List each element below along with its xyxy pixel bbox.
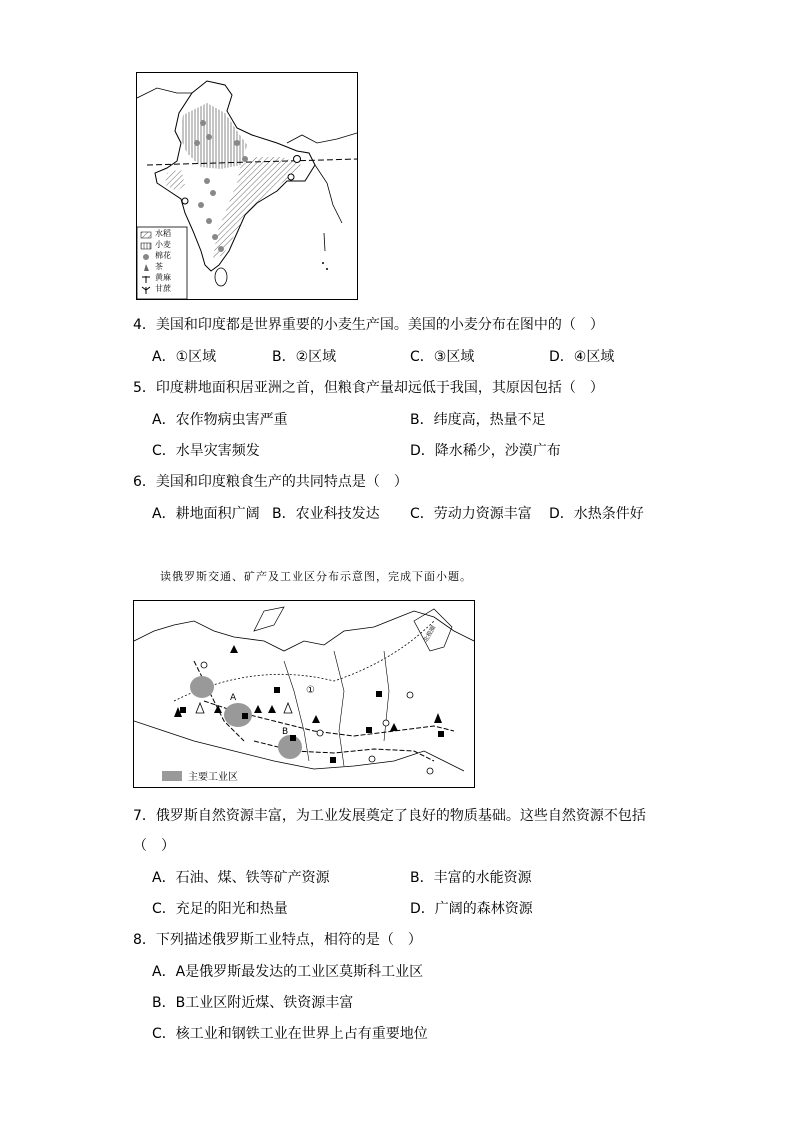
legend-tea: 茶 (155, 262, 163, 271)
legend-sugarcane: 甘蔗 (155, 284, 171, 293)
q8-option-b[interactable]: B．B工业区附近煤、铁资源丰富 (152, 995, 354, 1011)
q8-option-c[interactable]: C．核工业和钢铁工业在世界上占有重要地位 (152, 1026, 428, 1042)
russia-map (133, 600, 475, 788)
railway-3 (194, 661, 244, 741)
q6-option-b[interactable]: B．农业科技发达 (272, 506, 380, 522)
russia-intro: 读俄罗斯交通、矿产及工业区分布示意图，完成下面小题。 (160, 570, 472, 583)
q7-stem-paren: （ ） (133, 838, 175, 854)
label-b: B (282, 727, 289, 737)
q7-stem: 7．俄罗斯自然资源丰富，为工业发展奠定了良好的物质基础。这些自然资源不包括 (133, 808, 646, 824)
q5-option-d[interactable]: D．降水稀少，沙漠广布 (410, 443, 561, 459)
q4-option-c[interactable]: C．③区域 (410, 349, 475, 365)
q7-option-a[interactable]: A．石油、煤、铁等矿产资源 (152, 870, 330, 886)
legend-jute: 黄麻 (155, 273, 171, 282)
q6-option-c[interactable]: C．劳动力资源丰富 (410, 506, 532, 522)
industrial-zone-north (190, 676, 214, 698)
label-region-one: ① (306, 685, 315, 696)
q4-option-a[interactable]: A．①区域 (152, 349, 217, 365)
q6-stem: 6．美国和印度粮食生产的共同特点是（ ） (133, 474, 408, 490)
legend-cotton: 棉花 (155, 251, 171, 260)
q6-option-d[interactable]: D．水热条件好 (549, 506, 644, 522)
q5-option-a[interactable]: A．农作物病虫害严重 (152, 412, 288, 428)
q6-option-a[interactable]: A．耕地面积广阔 (152, 506, 260, 522)
russia-coast (134, 611, 474, 651)
india-map (136, 72, 358, 300)
legend-wheat: 小麦 (155, 240, 171, 249)
q4-option-b[interactable]: B．②区域 (272, 349, 337, 365)
q5-option-c[interactable]: C．水旱灾害频发 (152, 443, 260, 459)
q4-option-d[interactable]: D．④区域 (549, 349, 615, 365)
q7-option-b[interactable]: B．丰富的水能资源 (410, 870, 532, 886)
q5-option-b[interactable]: B．纬度高，热量不足 (410, 412, 546, 428)
russia-map-drawing (134, 601, 474, 787)
q7-option-c[interactable]: C．充足的阳光和热量 (152, 901, 288, 917)
q5-stem: 5．印度耕地面积居亚洲之首，但粮食产量却远低于我国，其原因包括（ ） (133, 380, 604, 396)
label-arctic: 北极圈 (422, 624, 438, 644)
russia-legend-label: 主要工业区 (188, 772, 238, 783)
q4-stem: 4．美国和印度都是世界重要的小麦生产国。美国的小麦分布在图中的（ ） (133, 317, 604, 333)
q8-option-a[interactable]: A．A是俄罗斯最发达的工业区莫斯科工业区 (152, 964, 424, 980)
q8-stem: 8．下列描述俄罗斯工业特点，相符的是（ ） (133, 932, 422, 948)
sri-lanka (215, 268, 227, 286)
legend-rice: 水稻 (155, 229, 171, 238)
q7-option-d[interactable]: D．广阔的森林资源 (410, 901, 533, 917)
india-legend (155, 229, 171, 295)
label-a: A (230, 693, 237, 703)
